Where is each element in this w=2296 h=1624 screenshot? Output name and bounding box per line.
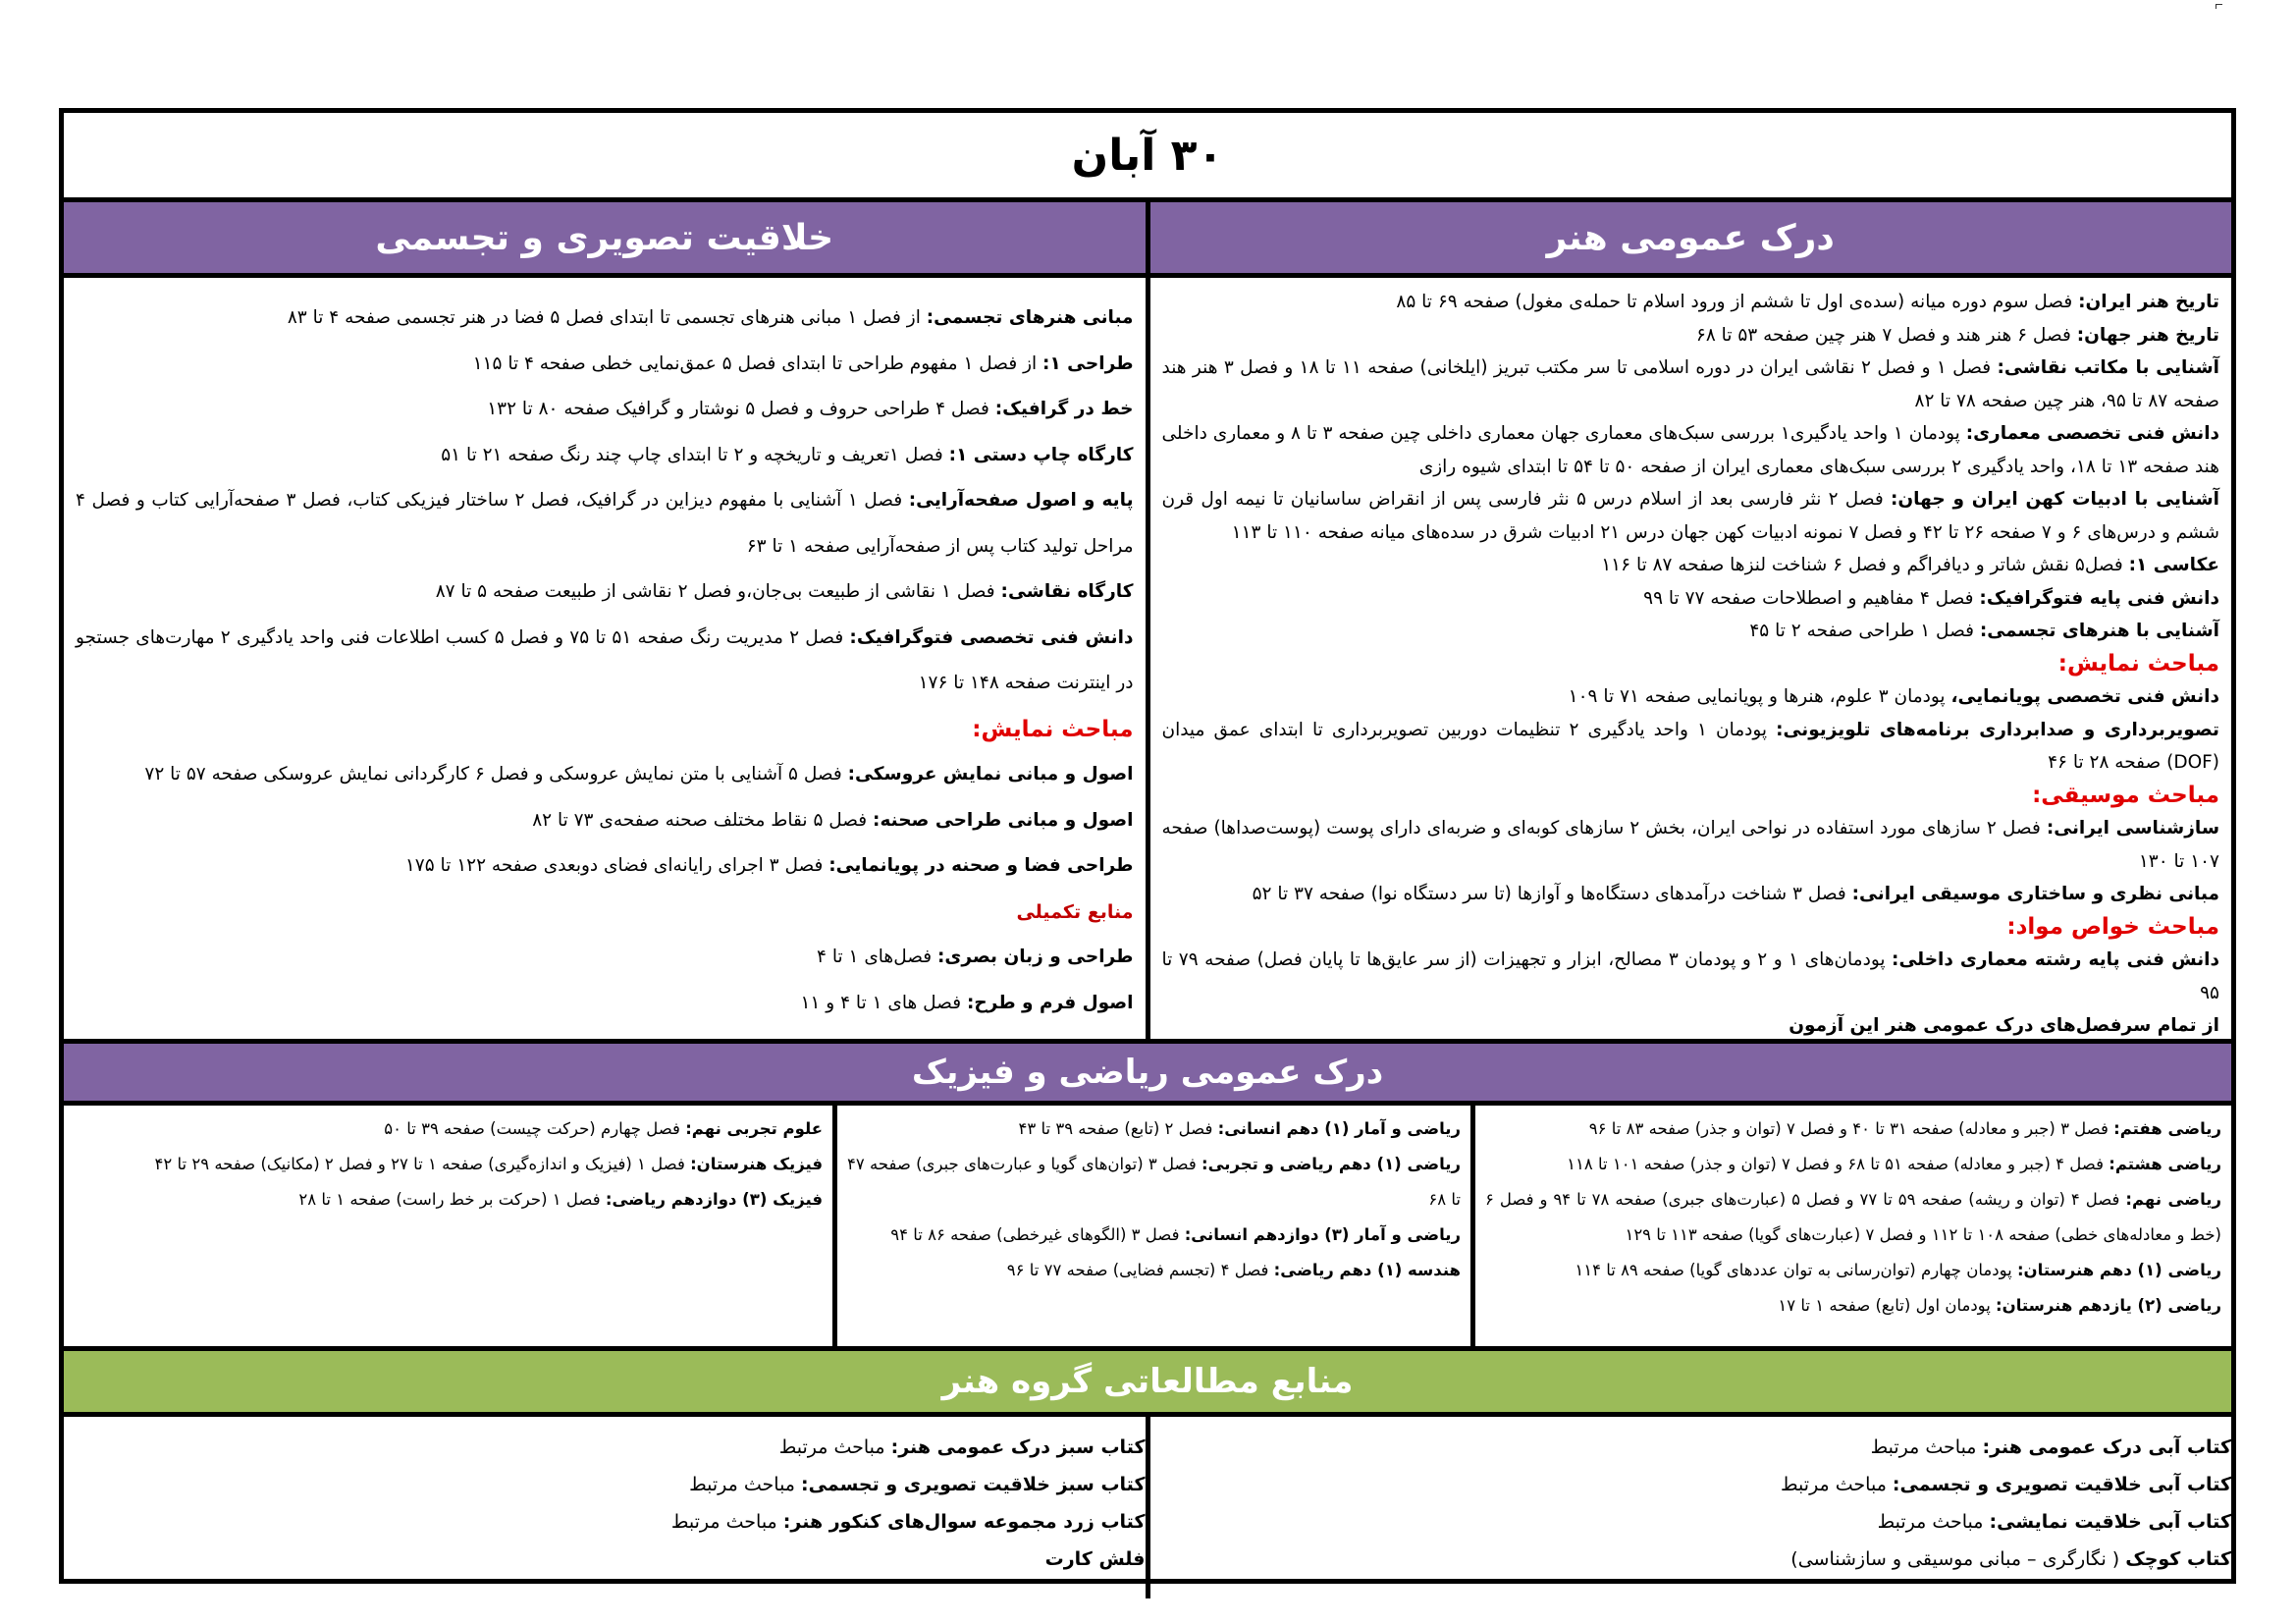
list-item — [64, 1466, 1146, 1503]
item-label: فیزیک هنرستان: — [690, 1155, 823, 1173]
item-label: اصول و مبانی نمایش عروسکی: — [847, 764, 1134, 785]
physics-left-list — [74, 1111, 823, 1218]
item-label: طراحی ۱: — [1042, 352, 1134, 374]
item-text: فصل۵ نقش شاتر و دیافراگم و فصل ۶ شناخت لنزها صفحه ۸۷ تا ۱۱۶ — [1601, 555, 2129, 575]
item-text: فصل ۴ (جبر و معادله) صفحه ۵۱ تا ۶۸ و فصل ۷ (توان و جذر) صفحه ۱۰۱ تا ۱۱۸ — [1567, 1155, 2109, 1173]
resources-left-list — [64, 1429, 1146, 1578]
item-label: ریاضی (۱) دهم ریاضی و تجربی: — [1201, 1155, 1461, 1173]
item-label: کتاب آبی درک عمومی هنر: — [1982, 1436, 2231, 1458]
item-text: فصل ۱تعریف و تاریخچه و ۲ تا ابتدای چاپ چند رنگ صفحه ۲۱ تا ۵۱ — [441, 444, 949, 465]
item-text: فصل ۴ طراحی حروف و فصل ۵ نوشتار و گرافیک صفحه ۸۰ تا ۱۳۲ — [487, 399, 995, 419]
list-item — [76, 752, 1134, 798]
list-item — [1162, 417, 2220, 483]
art-sub-heading-performance: مباحث نمایش: — [2057, 650, 2219, 677]
item-label: کتاب کوچک — [2125, 1548, 2231, 1570]
list-item — [1162, 615, 2220, 648]
list-item — [847, 1147, 1461, 1218]
list-item — [1485, 1111, 2221, 1147]
list-item — [64, 1541, 1146, 1578]
list-item — [1150, 1541, 2232, 1578]
item-label: طراحی فضا و صحنه در پویانمایی: — [828, 855, 1134, 876]
math-physics-row — [64, 1106, 2231, 1351]
item-label: کتاب آبی خلاقیت تصویری و تجسمی: — [1892, 1474, 2231, 1495]
item-text: فصل های ۱ تا ۴ و ۱۱ — [800, 992, 967, 1013]
list-item — [847, 1218, 1461, 1253]
item-label: اصول و مبانی طراحی صحنه: — [873, 809, 1134, 831]
resources-right-list — [1150, 1429, 2232, 1578]
item-label: کارگاه چاپ دستی ۱: — [948, 444, 1134, 465]
list-item — [1162, 582, 2220, 616]
list-item — [1485, 1147, 2221, 1182]
item-label: فیزیک (۳) دوازدهم ریاضی: — [605, 1190, 823, 1209]
visual-supplementary-list — [76, 935, 1134, 1026]
visual-sub-heading-performance: مباحث نمایش: — [972, 716, 1134, 742]
item-label: ریاضی هفتم: — [2113, 1119, 2221, 1138]
item-text: مباحث مرتبط — [778, 1436, 891, 1458]
art-general-content — [1150, 278, 2232, 1039]
list-item — [1485, 1182, 2221, 1253]
item-label: سازشناسی ایرانی: — [2046, 818, 2220, 839]
list-item — [1162, 549, 2220, 582]
page-title: ۳۰ آبان — [1071, 130, 1224, 181]
item-label: دانش فنی پایه فتوگرافیک: — [1979, 587, 2219, 609]
visual-creativity-heading: خلاقیت تصویری و تجسمی — [64, 202, 1146, 273]
item-text: فصل ۲ مدیریت رنگ صفحه ۵۱ تا ۷۵ و فصل ۵ کسب اطلاعات فنی واحد یادگیری ۲ مهارت‌های جستجو در اینترنت صفحه ۱۴۸ تا ۱۷۶ — [76, 626, 1134, 693]
item-text: پودمان ۱ واحد یادگیری ۲ تنظیمات دوربین تصویربرداری تا ابتدای عمق میدان (DOF) صفحه ۲۸ تا ۴۶ — [1161, 719, 2219, 773]
item-label: تاریخ هنر جهان: — [2076, 324, 2219, 346]
item-text: مباحث مرتبط — [670, 1511, 783, 1533]
item-label: مبانی هنرهای تجسمی: — [926, 307, 1134, 328]
list-item — [1162, 944, 2220, 1009]
list-item — [1162, 812, 2220, 878]
list-item — [1150, 1466, 2232, 1503]
list-item — [74, 1111, 823, 1147]
item-text: فصل ۲ سازهای مورد استفاده در نواحی ایران، بخش ۲ سازهای کوبه‌ای و ضربه‌ای دارای پوست (پوست‌صداها) صفحه ۱۰۷ تا ۱۳۰ — [1161, 818, 2219, 872]
list-item — [76, 935, 1134, 981]
item-label: ریاضی نهم: — [2125, 1190, 2221, 1209]
list-item — [74, 1182, 823, 1218]
art-materials-list — [1162, 944, 2220, 1009]
item-text: مباحث مرتبط — [689, 1474, 802, 1495]
item-text: فصل ۱ و فصل ۲ نقاشی ایران در دوره اسلامی تا سر مکتب تبریز (ایلخانی) صفحه ۱۱ تا ۱۸ و فصل ۳ هنر هند صفحه ۸۷ تا ۹۵، هنر چین صفحه ۷۸ تا ۸۲ — [1161, 357, 2219, 411]
visual-creativity-list — [76, 296, 1134, 707]
item-label: دانش فنی پایه رشته معماری داخلی: — [1892, 949, 2219, 970]
item-label: دانش فنی تخصصی پویانمایی، — [1950, 686, 2219, 707]
item-text: پودمان ۳ علوم، هنرها و پویانمایی صفحه ۷۱ تا ۱۰۹ — [1568, 686, 1951, 707]
art-performance-list — [1162, 680, 2220, 780]
list-item — [1162, 352, 2220, 417]
math-middle-list — [847, 1111, 1461, 1288]
list-item — [76, 798, 1134, 844]
item-text: فصل ۳ (الگوهای غیرخطی) صفحه ۸۶ تا ۹۴ — [890, 1225, 1185, 1244]
item-text: فصل ۱ (حرکت بر خط راست) صفحه ۱ تا ۲۸ — [298, 1190, 606, 1209]
list-item — [1162, 319, 2220, 352]
item-text: فصل چهارم (حرکت چیست) صفحه ۳۹ تا ۵۰ — [384, 1119, 686, 1138]
item-label: کتاب سبز خلاقیت تصویری و تجسمی: — [801, 1474, 1146, 1495]
visual-creativity-header-cell — [64, 202, 1150, 273]
math-middle-column — [837, 1106, 1475, 1346]
schedule-page — [59, 108, 2236, 1584]
math-right-column — [1475, 1106, 2231, 1346]
item-label: دانش فنی تخصصی فتوگرافیک: — [849, 626, 1134, 648]
art-general-header-cell — [1150, 202, 2232, 273]
item-text: پودمان اول (تابع) صفحه ۱ تا ۱۷ — [1778, 1296, 1997, 1315]
item-label: هندسه (۱) دهم ریاضی: — [1273, 1261, 1461, 1279]
item-label: ریاضی و آمار (۱) دهم انسانی: — [1217, 1119, 1461, 1138]
item-label: طراحی و زبان بصری: — [936, 947, 1134, 967]
item-text: فصل سوم دوره میانه (سده‌ی اول تا ششم از ورود اسلام تا حمله‌ی مغول) صفحه ۶۹ تا ۸۵ — [1396, 292, 2079, 312]
visual-sub-heading-supplementary: منابع تکمیلی — [1016, 900, 1134, 923]
item-text: فصل ۴ مفاهیم و اصطلاحات صفحه ۷۷ تا ۹۹ — [1643, 587, 1980, 609]
math-right-list — [1485, 1111, 2221, 1324]
list-item — [1485, 1288, 2221, 1324]
item-text: ( نگارگری – مبانی موسیقی و سازشناسی) — [1790, 1548, 2126, 1570]
art-sub-heading-music: مباحث موسیقی: — [2032, 782, 2219, 808]
item-text: فصل ۳ شناخت درآمدهای دستگاه‌ها و آوازها (تا سر دستگاه نوا) صفحه ۳۷ تا ۵۲ — [1252, 884, 1852, 904]
item-text: فصل ۶ هنر هند و فصل ۷ هنر چین صفحه ۵۳ تا ۶۸ — [1695, 324, 2077, 346]
item-text: فصل ۲ نثر فارسی بعد از اسلام درس ۵ نثر فارسی پس از انقراض ساسانیان تا نیمه اول قرن ششم و درس‌های ۶ و ۷ صفحه ۲۶ تا ۴۲ و فصل ۷ نمونه ادبیات کهن جهان درس ۲۱ ادبیات شرق در سده‌های میانه صفحه ۱۱۰ تا ۱۱۳ — [1161, 489, 2219, 543]
list-item — [1150, 1503, 2232, 1541]
list-item — [64, 1503, 1146, 1541]
item-label: کتاب سبز درک عمومی هنر: — [890, 1436, 1146, 1458]
art-general-heading: درک عمومی هنر — [1150, 202, 2232, 273]
item-label: آشنایی با مکاتب نقاشی: — [1997, 357, 2219, 378]
item-text: مباحث مرتبط — [1870, 1436, 1983, 1458]
item-text: فصل ۲ (تابع) صفحه ۳۹ تا ۴۳ — [1018, 1119, 1218, 1138]
item-text: از فصل ۱ مفهوم طراحی تا ابتدای فصل ۵ عمق‌نمایی خطی صفحه ۴ تا ۱۱۵ — [472, 352, 1043, 374]
item-label: تاریخ هنر ایران: — [2078, 292, 2219, 312]
item-text: فصل ۱ طراحی صفحه ۲ تا ۴۵ — [1749, 621, 1980, 641]
list-item — [76, 387, 1134, 433]
list-item — [847, 1111, 1461, 1147]
item-label: آشنایی با هنرهای تجسمی: — [1979, 621, 2219, 641]
list-item — [76, 843, 1134, 890]
item-label: کتاب زرد مجموعه سوال‌های کنکور هنر: — [782, 1511, 1146, 1533]
resources-heading: منابع مطالعاتی گروه هنر — [64, 1351, 2231, 1417]
item-text: از فصل ۱ مبانی هنرهای تجسمی تا ابتدای فصل ۵ فضا در هنر تجسمی صفحه ۴ تا ۸۳ — [287, 307, 927, 328]
item-text: فصل ۳ (توان‌های گویا و عبارت‌های جبری) صفحه ۴۷ تا ۶۸ — [847, 1155, 1461, 1209]
item-label: دانش فنی تخصصی معماری: — [1965, 423, 2220, 444]
list-item — [1485, 1253, 2221, 1288]
item-text: فصل ۳ (جبر و معادله) صفحه ۳۱ تا ۴۰ و فصل ۷ (توان و جذر) صفحه ۸۳ تا ۹۶ — [1588, 1119, 2114, 1138]
item-text: پودمان‌های ۱ و ۲ و پودمان ۳ مصالح، ابزار و تجهیزات (از سر عایق‌ها تا پایان فصل) صفحه ۷۹ تا ۹۵ — [1161, 949, 2219, 1003]
resources-row — [64, 1417, 2231, 1598]
list-item — [76, 616, 1134, 707]
item-label: ریاضی هشتم: — [2109, 1155, 2221, 1173]
corner-mark — [2216, 4, 2222, 9]
physics-left-column — [64, 1106, 837, 1346]
item-text: فصل ۱ نقاشی از طبیعت بی‌جان،و فصل ۲ نقاشی از طبیعت صفحه ۵ تا ۸۷ — [435, 581, 1001, 602]
list-item — [76, 433, 1134, 479]
item-text: مباحث مرتبط — [1781, 1474, 1893, 1495]
item-label: عکاسی ۱: — [2128, 555, 2219, 575]
art-music-list — [1162, 812, 2220, 911]
list-item — [64, 1429, 1146, 1466]
item-text: فصل ۱ آشنایی با مفهوم دیزاین در گرافیک، فصل ۲ ساختار فیزیکی کتاب، فصل ۳ صفحه‌آرایی کتاب و فصل ۴ مراحل تولید کتاب پس از صفحه‌آرایی صفحه ۱ تا ۶۳ — [76, 490, 1134, 557]
item-text: پودمان چهارم (توان‌رسانی به توان عددهای گویا) صفحه ۸۹ تا ۱۱۴ — [1575, 1261, 2017, 1279]
item-text: فصل‌های ۱ تا ۴ — [817, 947, 937, 967]
math-physics-heading: درک عمومی ریاضی و فیزیک — [64, 1044, 2231, 1106]
item-text: فصل ۵ نقاط مختلف صحنه صفحه‌ی ۷۳ تا ۸۲ — [532, 809, 874, 831]
list-item — [76, 569, 1134, 616]
item-label: خط در گرافیک: — [994, 399, 1134, 419]
item-label: مبانی نظری و ساختاری موسیقی ایرانی: — [1851, 884, 2219, 904]
list-item — [847, 1253, 1461, 1288]
list-item — [1162, 878, 2220, 911]
list-item — [76, 981, 1134, 1027]
list-item — [1162, 714, 2220, 780]
item-text: فصل ۵ آشنایی با متن نمایش عروسکی و فصل ۶ کارگردانی نمایش عروسکی صفحه ۵۷ تا ۷۲ — [144, 764, 848, 785]
list-item — [1162, 680, 2220, 714]
art-sub-heading-materials: مباحث خواص مواد: — [2006, 913, 2219, 940]
resources-left-column — [64, 1417, 1150, 1598]
list-item — [76, 296, 1134, 342]
art-general-footer: از تمام سرفصل‌های درک عمومی هنر این آزمون — [1789, 1015, 2219, 1036]
item-text: پودمان ۱ واحد یادگیری۱ بررسی سبک‌های معماری جهان معماری داخلی چین صفحه ۳ تا ۸ و معماری داخلی هند صفحه ۱۳ تا ۱۸، واحد یادگیری ۲ بررسی سبک‌های معماری ایران از صفحه ۵۰ تا ۵۴ تا ابتدای شیوه رازی — [1161, 423, 2219, 477]
item-text: مباحث مرتبط — [1877, 1511, 1990, 1533]
item-label: آشنایی با ادبیات کهن ایران و جهان: — [1890, 489, 2219, 510]
visual-creativity-content — [64, 278, 1150, 1039]
item-label: علوم تجربی نهم: — [685, 1119, 823, 1138]
resources-right-column — [1150, 1417, 2232, 1598]
art-general-list — [1162, 286, 2220, 648]
list-item — [1162, 286, 2220, 319]
content-row — [64, 278, 2231, 1044]
item-label: فلش کارت — [1044, 1548, 1146, 1570]
visual-performance-list — [76, 752, 1134, 890]
item-label: ریاضی (۲) یازدهم هنرستان: — [1996, 1296, 2221, 1315]
item-text: فصل ۱ (فیزیک و اندازه‌گیری) صفحه ۱ تا ۲۷ و فصل ۲ (مکانیک) صفحه ۲۹ تا ۴۲ — [154, 1155, 691, 1173]
item-label: کتاب آبی خلاقیت نمایشی: — [1989, 1511, 2231, 1533]
list-item — [1162, 483, 2220, 549]
item-label: اصول فرم و طرح: — [966, 992, 1134, 1013]
item-label: تصویربرداری و صدابرداری برنامه‌های تلویزیونی: — [1776, 719, 2219, 740]
list-item — [76, 478, 1134, 569]
list-item — [76, 342, 1134, 388]
list-item — [74, 1147, 823, 1182]
item-text: فصل ۴ (تجسم فضایی) صفحه ۷۷ تا ۹۶ — [1006, 1261, 1274, 1279]
item-text: فصل ۴ (توان و ریشه) صفحه ۵۹ تا ۷۷ و فصل ۵ (عبارت‌های جبری) صفحه ۷۸ تا ۹۴ و فصل ۶ (خط و معادله‌های خطی) صفحه ۱۰۸ تا ۱۱۲ و فصل ۷ (عبارت‌های گویا) صفحه ۱۱۳ تا ۱۲۹ — [1485, 1190, 2221, 1244]
list-item — [1150, 1429, 2232, 1466]
item-text: فصل ۳ اجرای رایانه‌ای فضای دوبعدی صفحه ۱۲۲ تا ۱۷۵ — [404, 855, 829, 876]
item-label: کارگاه نقاشی: — [1000, 581, 1134, 602]
item-label: پایه و اصول صفحه‌آرایی: — [908, 490, 1134, 511]
section-headers-row — [64, 202, 2231, 278]
item-label: ریاضی (۱) دهم هنرستان: — [2016, 1261, 2221, 1279]
item-label: ریاضی و آمار (۳) دوازدهم انسانی: — [1184, 1225, 1461, 1244]
title-row — [64, 113, 2231, 202]
